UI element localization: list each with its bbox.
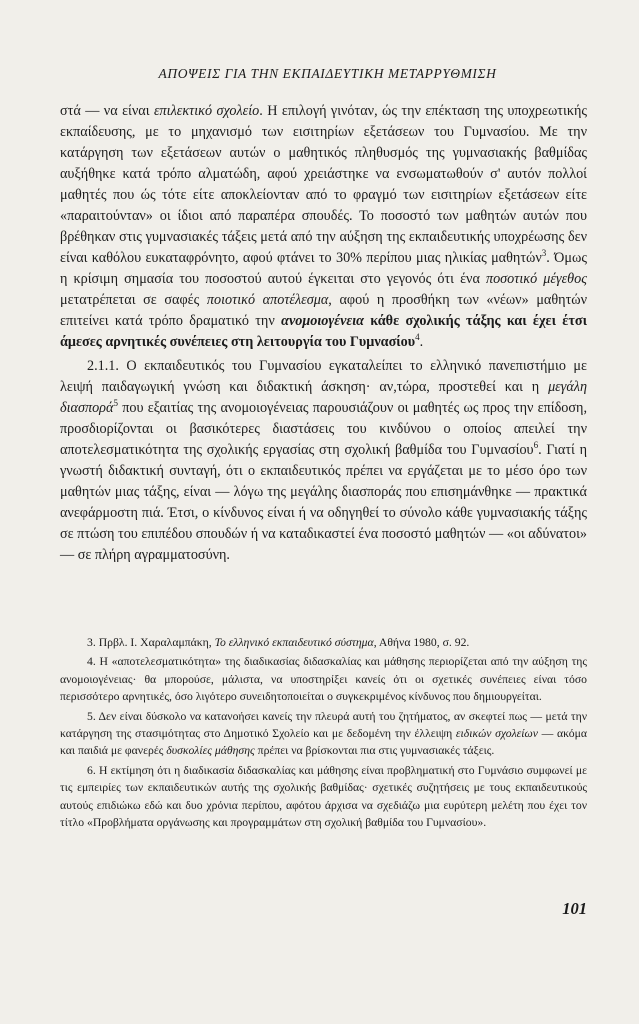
footnote-6: 6. Η εκτίμηση ότι η διαδικασία διδασκαλίας και μάθησης είναι προβληματική στο Γυμνάσιο συμφωνεί με τις εμπειρίες των εκπαιδευτικών αυτής της σχολικής βαθμίδας· σχετικές συζητήσεις με τους εκπαιδευτικούς αυτούς επιδιώκω εδώ και δυο χρόνια περίπου, αφότου άρχισα να σχεδιάζω μια ευρύτερη μελέτη που έχει τον τίτλο «Προβλήματα οργάνωσης και προγραμμάτων στη σχολική βαθμίδα του Γυμνασίου». xyxy=(60,763,587,830)
footnote-ref-5: 5 xyxy=(113,398,118,408)
footnote-ref-3: 3 xyxy=(541,248,547,258)
paragraph-1: στά — να είναι επιλεκτικό σχολείο. Η επιλογή γινόταν, ώς την επέκταση της υποχρεωτικής εκπαίδευσης, με το μηχανισμό των εισιτηρίων εξετάσεων του Γυμνασίου. Με την κατάργηση των εξετάσεων αυτών ο μαθητικός πληθυσμός της γυμνασιακής βαθμίδας αυξήθηκε κατά τρόπο αλματώδη, αφού χρειάστηκε να ενσωματωθούν σ' αυτόν πολλοί μαθητές που ώς τότε είτε αποκλείονταν από το φραγμό των εισιτηρίων εξετάσεων είτε «παραιτούνταν» οι ίδιοι από παραπέρα σπουδές. Το ποσοστό των μαθητών αυτών που βρέθηκαν στις γυμνασιακές τάξεις μετά από την αύξηση της εκπαιδευτικής υποχρέωσης δεν είναι καθόλου ευκαταφρόνητο, αφού φτάνει το 30% περίπου μιας ηλικίας μαθητών$^3$. Όμως η κρίσιμη σημασία του ποσοστού αυτού έγκειται στο γεγονός ότι ένα ποσοτικό μέγεθος μετατρέπεται σε σαφές ποιοτικό αποτέλεσμα, αφού η προσθήκη των «νέων» μαθητών επιτείνει κατά τρόπο δραματικό την ανομοιογένεια κάθε σχολικής τάξης και έχει έτσι άμεσες αρνητικές συνέπειες στη λειτουργία του Γυμνασίου$^4$. xyxy=(60,103,588,350)
footnote-3: 3. Πρβλ. Ι. Χαραλαμπάκη, Το ελληνικό εκπαιδευτικό σύστημα, Αθήνα 1980, σ. 92. xyxy=(87,636,470,649)
footnote-ref-6: 6 xyxy=(533,440,539,450)
emphasis-bold: ανομοιογένεια κάθε σχολικής τάξης και έχει έτσι άμεσες αρνητικές συνέπειες στη λειτουργία του Γυμνασίου xyxy=(60,313,588,350)
paragraph-2: 2.1.1. Ο εκπαιδευτικός του Γυμνασίου εγκαταλείπει το ελληνικό πανεπιστήμιο με λειψή παιδαγωγική γνώση και διδακτική άσκηση· αν,τώρα, προστεθεί και η μεγάλη διασπορά$^5$ που εξαιτίας της ανομοιογένειας παρουσιάζουν οι μαθητές ως προς την επίδοση, προσδιορίζονται οι βασικότερες διαστάσεις του κινδύνου ο οποίος απειλεί την αποτελεσματικότητα της σχολικής εργασίας στη σχολική βαθμίδα του Γυμνασίου$^6$. Γιατί η γνωστή διδακτική συνταγή, ότι ο εκπαιδευτικός πρέπει να εργάζεται με το μέσο όρο των μαθητών μιας τάξης, είναι — λόγω της μεγάλης διασποράς που επισημάνθηκε — πρακτικά ανεφάρμοστη πιά. Έτσι, ο κίνδυνος είναι ή να οδηγηθεί το σύνολο κάθε γυμνασιακής τάξης σε πτώση του επιπέδου σπουδών ή να καταδικαστεί ένα ποσοστό μαθητών — «οι αδύνατοι» — σε πλήρη αγραμματοσύνη. xyxy=(60,358,587,563)
emphasis: επιλεκτικό σχολείο xyxy=(153,103,260,119)
footnote-4: 4. Η «αποτελεσματικότητα» της διαδικασίας διδασκαλίας και μάθησης περιορίζεται από την αύξηση της ανομοιογένειας· θα μπορούσε, μάλιστα, να υποστηρίξει κανείς ότι οι σχετικές συνέπειες είναι τόσο περισσότερο αρνητικές, όσο λιγότερο συνειδητοποιείται ο συγκεκριμένος κίνδυνος που δημιουργείται. xyxy=(60,655,587,704)
emphasis: μεγάλη διασπορά xyxy=(60,379,587,416)
footnote-5: 5. Δεν είναι δύσκολο να κατανοήσει κανείς την πλευρά αυτή του ζητήματος, αν σκεφτεί πως — μετά την κατάργηση της στασιμότητας στο Δημοτικό Σχολείο και με δεδομένη την έλλειψη ειδικών σχολείων — ακόμα και παιδιά με φανερές δυσκολίες μάθησης πρέπει να βρίσκονται πια στις γυμνασιακές τάξεις. xyxy=(60,709,587,758)
footnote-ref-4: 4 xyxy=(415,332,420,342)
main-text xyxy=(60,101,587,566)
emphasis: ποιοτικό αποτέλεσμα xyxy=(206,292,329,308)
page-number: 101 xyxy=(562,899,587,918)
footnotes xyxy=(60,634,587,831)
emphasis: ποσοτικό μέγεθος xyxy=(485,271,587,287)
running-head: ΑΠΟΨΕΙΣ ΓΙΑ ΤΗΝ ΕΚΠΑΙΔΕΥΤΙΚΗ ΜΕΤΑΡΡΥΘΜΙΣΗ xyxy=(158,66,497,81)
